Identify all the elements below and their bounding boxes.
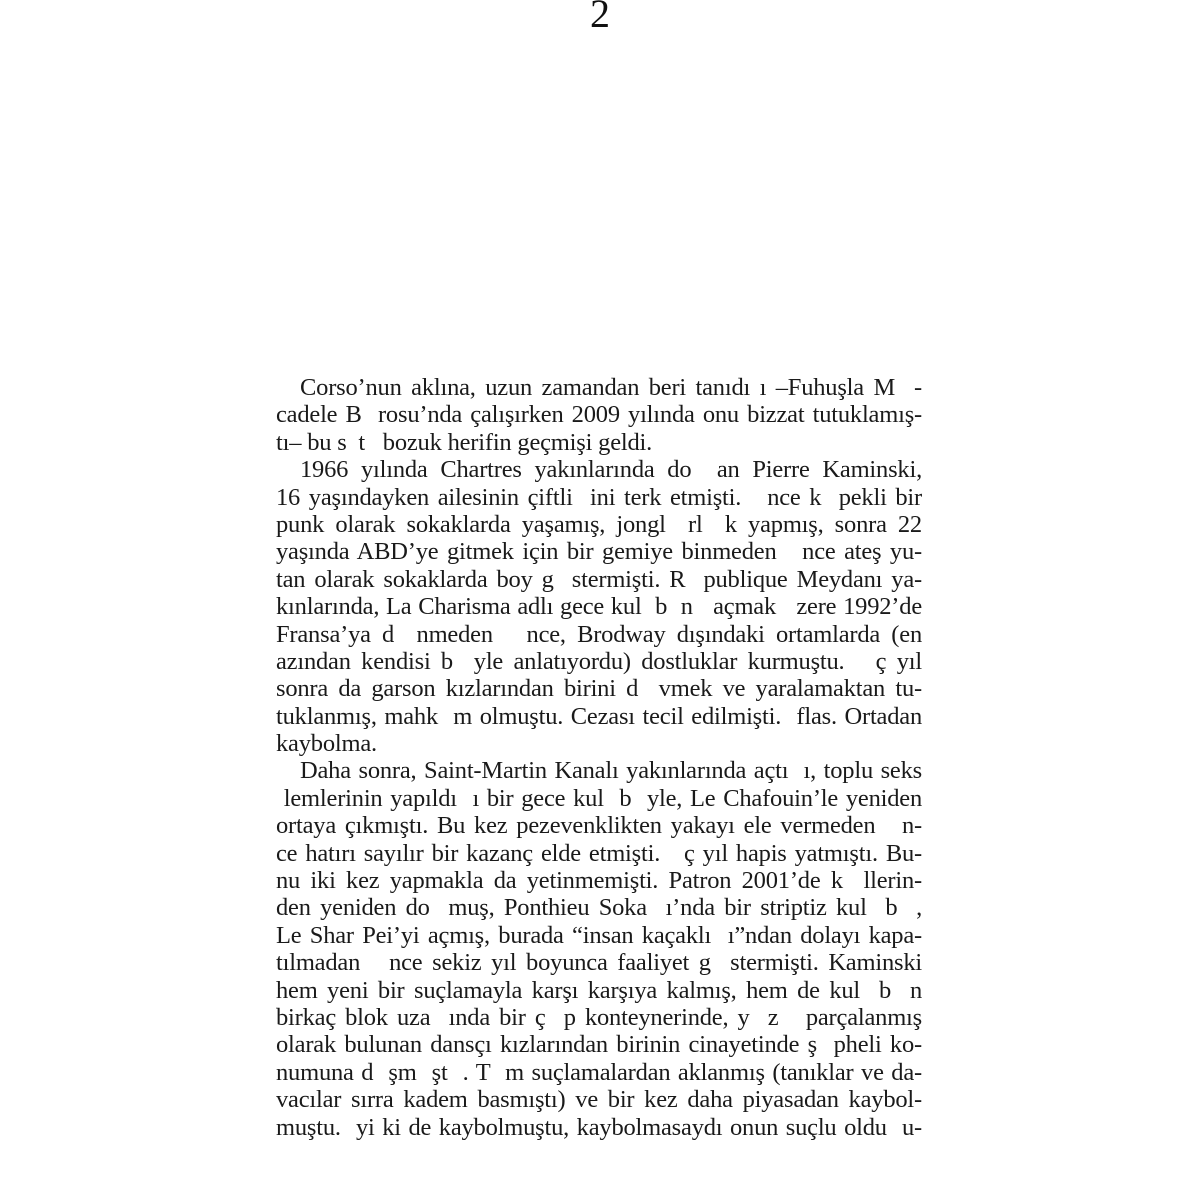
text-line: birkaç blok uza ında bir ç p konteynerinde, y z parçalanmış — [276, 1003, 922, 1031]
paragraph — [276, 456, 922, 757]
text-line: den yeniden do muş, Ponthieu Soka ı’nda bir striptiz kul b , — [276, 894, 922, 922]
text-line: ce hatırı sayılır bir kazanç elde etmişti. ç yıl hapis yatmıştı. Bu- — [276, 839, 922, 867]
text-line: Fransa’ya d nmeden nce, Brodway dışındaki ortamlarda (en — [276, 620, 922, 648]
text-line: tılmadan nce sekiz yıl boyunca faaliyet g stermişti. Kaminski — [276, 949, 922, 977]
text-line: numuna d şm şt . T m suçlamalardan aklanmış (tanıklar ve da- — [276, 1058, 922, 1086]
text-line: sonra da garson kızlarından birini d vmek ve yaralamaktan tu- — [276, 675, 922, 703]
text-line: yaşında ABD’ye gitmek için bir gemiye binmeden nce ateş yu- — [276, 538, 922, 566]
text-line: tuklanmış, mahk m olmuştu. Cezası tecil edilmişti. flas. Ortadan — [276, 702, 922, 730]
text-line: kınlarında, La Charisma adlı gece kul b n açmak zere 1992’de — [276, 593, 922, 621]
body-text — [276, 374, 922, 1141]
text-line: Corso’nun aklına, uzun zamandan beri tanıdı ı –Fuhuşla M - — [300, 374, 922, 401]
text-line: punk olarak sokaklarda yaşamış, jongl rl k yapmış, sonra 22 — [276, 510, 922, 538]
text-line: tan olarak sokaklarda boy g stermişti. R publique Meydanı ya- — [276, 565, 922, 593]
paragraph — [276, 374, 922, 456]
text-line: Daha sonra, Saint-Martin Kanalı yakınlarında açtı ı, toplu seks — [300, 757, 922, 785]
text-line: vacılar sırra kadem basmıştı) ve bir kez daha piyasadan kaybol- — [276, 1086, 922, 1114]
text-line: hem yeni bir suçlamayla karşı karşıya kalmış, hem de kul b n — [276, 976, 922, 1004]
text-line: lemlerinin yapıldı ı bir gece kul b yle, Le Chafouin’le yeniden — [276, 784, 922, 812]
text-line: cadele B rosu’nda çalışırken 2009 yılında onu bizzat tutuklamış- — [276, 401, 922, 429]
paragraph — [276, 757, 922, 1140]
text-line: muştu. yi ki de kaybolmuştu, kaybolmasaydı onun suçlu oldu u- — [276, 1113, 922, 1141]
text-line: ortaya çıkmıştı. Bu kez pezevenklikten yakayı ele vermeden n- — [276, 812, 922, 840]
text-line: nu iki kez yapmakla da yetinmemişti. Patron 2001’de k llerin- — [276, 867, 922, 895]
chapter-number: 2 — [590, 0, 610, 36]
text-line: Le Shar Pei’yi açmış, burada “insan kaçaklı ı”ndan dolayı kapa- — [276, 921, 922, 949]
text-line: azından kendisi b yle anlatıyordu) dostluklar kurmuştu. ç yıl — [276, 647, 922, 675]
text-line: 1966 yılında Chartres yakınlarında do an Pierre Kaminski, — [300, 456, 922, 484]
text-line: olarak bulunan dansçı kızlarından birinin cinayetinde ş pheli ko- — [276, 1031, 922, 1059]
text-line: 16 yaşındayken ailesinin çiftli ini terk etmişti. nce k pekli bir — [276, 483, 922, 511]
text-line: tı– bu s t bozuk herifin geçmişi geldi. — [276, 428, 653, 456]
text-line: kaybolma. — [276, 730, 377, 758]
